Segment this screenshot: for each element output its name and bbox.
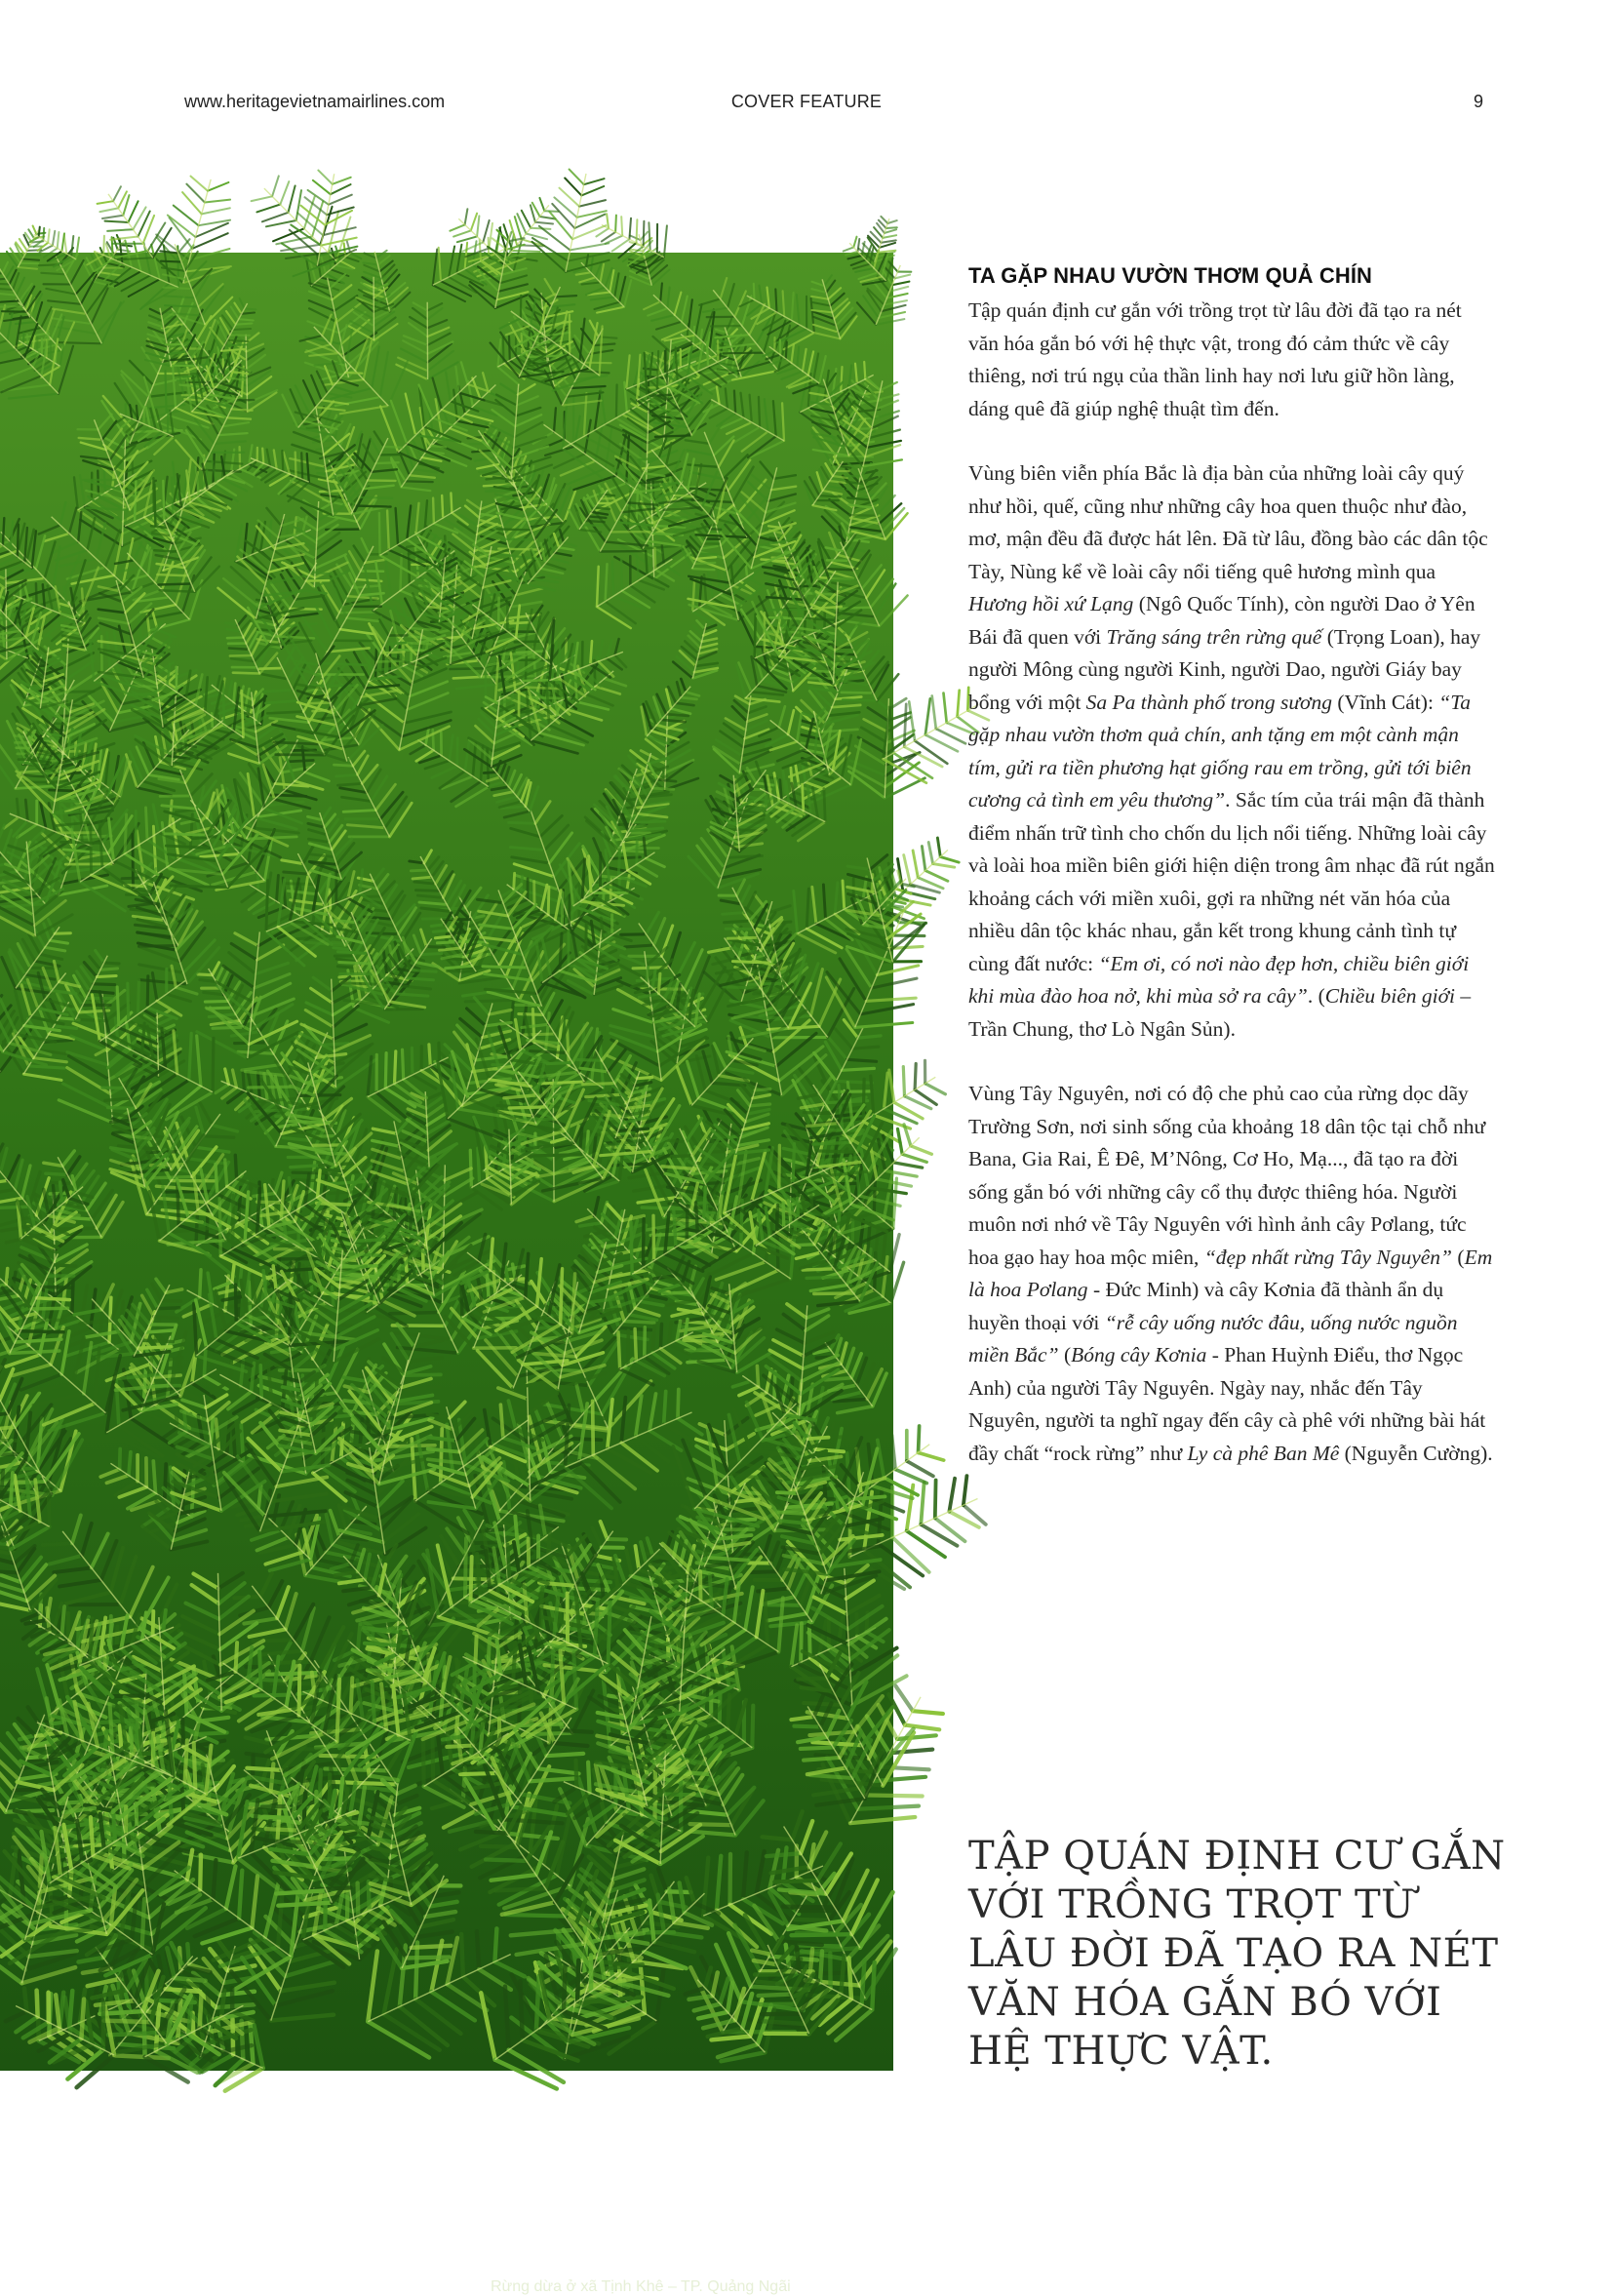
paragraph-north: Vùng biên viễn phía Bắc là địa bàn của những loài cây quý như hồi, quế, cũng như những cây hoa quen thuộc như đào, mơ, mận đều đã được hát lên. Đã từ lâu, đồng bào các dân tộc Tày, Nùng kể về loài cây nổi tiếng quê hương mình qua Hương hồi xứ Lạng (Ngô Quốc Tính), còn người Dao ở Yên Bái đã quen với Trăng sáng trên rừng quế (Trọng Loan), hay người Mông cùng người Kinh, người Dao, người Giáy bay bổng với một Sa Pa thành phố trong sương (Vĩnh Cát): “Ta gặp nhau vườn thơm quả chín, anh tặng em một cành mận tím, gửi ra tiền phương hạt giống rau em trồng, gửi tới biên cương cả tình em yêu thương”. Sắc tím của trái mận đã thành điểm nhấn trữ tình cho chốn du lịch nổi tiếng. Những loài cây và loài hoa miền biên giới hiện diện trong âm nhạc đã rút ngắn khoảng cách với miền xuôi, gợi ra những nét văn hóa của nhiều dân tộc khác nhau, gắn kết trong khung cảnh tình tự cùng đất nước: “Em ơi, có nơi nào đẹp hơn, chiều biên giới khi mùa đào hoa nở, khi mùa sở ra cây”. (Chiều biên giới – Trần Chung, thơ Lò Ngân Sủn).: [968, 457, 1495, 1046]
palm-forest-illustration: [0, 253, 893, 2071]
page-number: 9: [1474, 92, 1483, 112]
palm-frond: [499, 198, 558, 261]
palm-forest-photo: [0, 253, 893, 2071]
pull-quote: TẬP QUÁN ĐỊNH CƯ GẮN VỚI TRỒNG TRỌT TỪ LÂU ĐỜI ĐÃ TẠO RA NÉT VĂN HÓA GẮN BÓ VỚI HỆ THỰC VẬT.: [968, 1832, 1515, 2076]
section-heading: TA GẶP NHAU VƯỜN THƠM QUẢ CHÍN: [968, 259, 1495, 293]
paragraph-central-highlands: Vùng Tây Nguyên, nơi có độ che phủ cao của rừng dọc dãy Trường Sơn, nơi sinh sống của khoảng 18 dân tộc tại chỗ như Bana, Gia Rai, Ê Đê, M’Nông, Cơ Ho, Mạ..., đã tạo ra đời sống gắn bó với những cây cổ thụ được thiêng hóa. Người muôn nơi nhớ về Tây Nguyên với hình ảnh cây Pơlang, tức hoa gạo hay hoa mộc miên, “đẹp nhất rừng Tây Nguyên” (Em là hoa Pơlang - Đức Minh) và cây Kơnia đã thành ẩn dụ huyền thoại với “rễ cây uống nước đâu, uống nước nguồn miền Bắc” (Bóng cây Kơnia - Phan Huỳnh Điểu, thơ Ngọc Anh) của người Tây Nguyên. Ngày nay, nhắc đến Tây Nguyên, người ta nghĩ ngay đến cây cà phê với những bài hát đầy chất “rock rừng” như Ly cà phê Ban Mê (Nguyễn Cường).: [968, 1078, 1495, 1470]
page-header: [0, 92, 1613, 115]
section-label: COVER FEATURE: [0, 92, 1613, 112]
paragraph-intro: Tập quán định cư gắn với trồng trọt từ lâu đời đã tạo ra nét văn hóa gắn bó với hệ thực vật, trong đó cảm thức về cây thiêng, nơi trú ngụ của thần linh hay nơi lưu giữ hồn làng, dáng quê đã giúp nghệ thuật tìm đến.: [968, 295, 1495, 425]
article-body: [968, 259, 1495, 1470]
photo-caption: Rừng dừa ở xã Tịnh Khê – TP. Quảng Ngãi: [491, 2278, 791, 2296]
website-url[interactable]: www.heritagevietnamairlines.com: [184, 92, 445, 112]
